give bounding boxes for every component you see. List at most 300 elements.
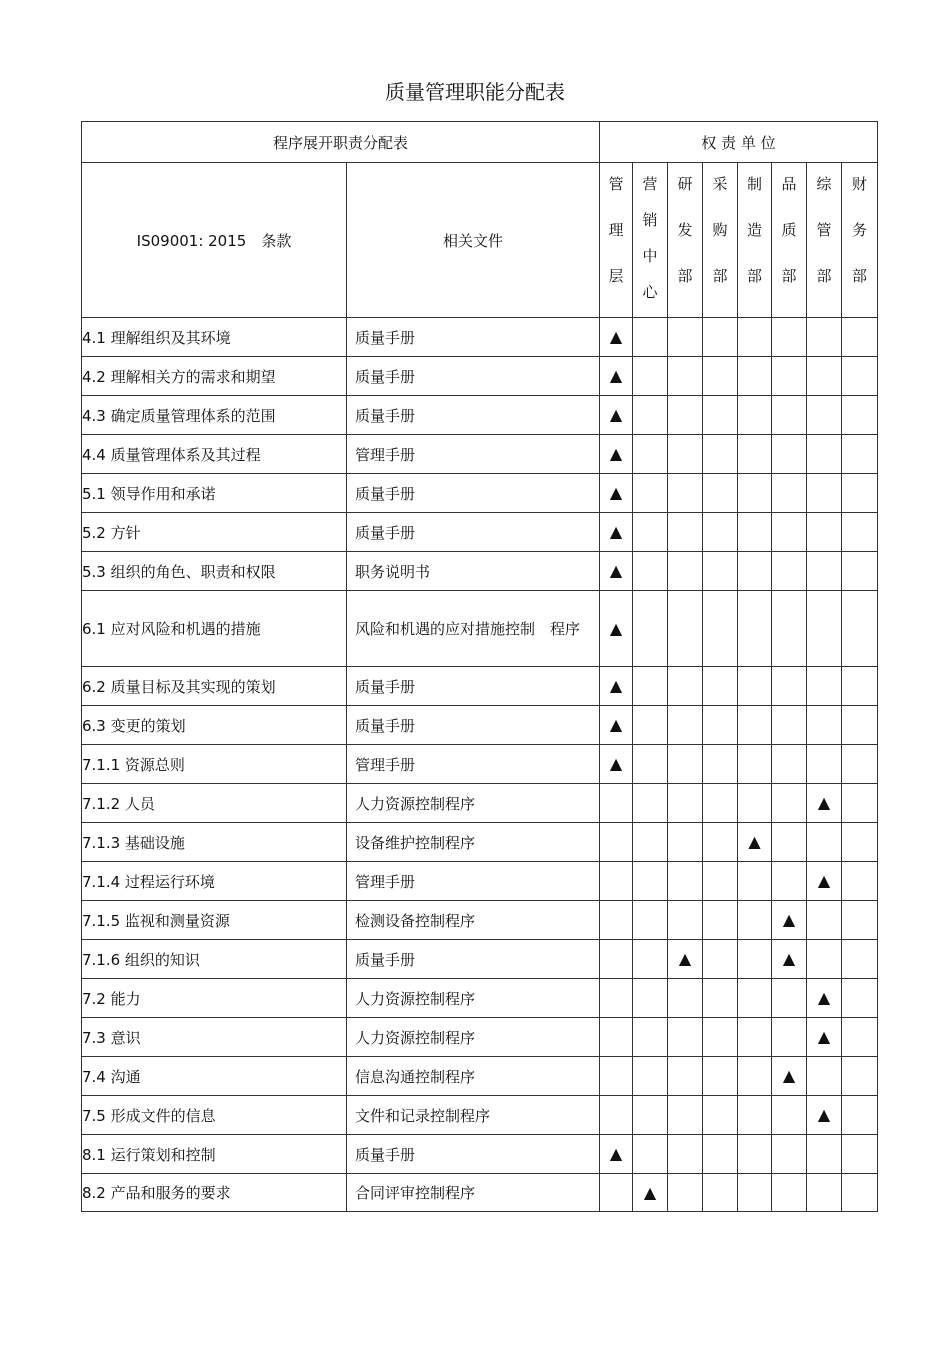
clause-cell: 4.2 理解相关方的需求和期望	[82, 357, 347, 396]
mark-cell	[772, 745, 807, 784]
mark-cell	[842, 435, 878, 474]
mark-cell	[842, 706, 878, 745]
mark-cell	[807, 1057, 842, 1096]
mark-cell	[600, 552, 633, 591]
mark-cell	[842, 1018, 878, 1057]
mark-cell	[703, 862, 738, 901]
mark-cell	[633, 1174, 668, 1212]
mark-cell	[703, 591, 738, 667]
mark-cell	[600, 474, 633, 513]
mark-cell	[772, 435, 807, 474]
mark-cell	[668, 745, 703, 784]
document-cell: 合同评审控制程序	[347, 1174, 600, 1212]
mark-cell	[703, 784, 738, 823]
mark-cell	[703, 745, 738, 784]
mark-cell	[703, 552, 738, 591]
triangle-mark-icon: ▲	[782, 1066, 796, 1085]
mark-cell	[633, 784, 668, 823]
document-cell: 管理手册	[347, 745, 600, 784]
mark-cell	[807, 862, 842, 901]
mark-cell	[738, 940, 772, 979]
department-char: 管	[608, 175, 624, 193]
table-row	[82, 1018, 878, 1057]
clause-cell: 4.4 质量管理体系及其过程	[82, 435, 347, 474]
mark-cell	[600, 513, 633, 552]
mark-cell	[842, 1057, 878, 1096]
mark-cell	[842, 513, 878, 552]
triangle-mark-icon: ▲	[748, 832, 761, 851]
mark-cell	[600, 1174, 633, 1212]
mark-cell	[738, 1096, 772, 1135]
document-cell: 检测设备控制程序	[347, 901, 600, 940]
document-cell: 质量手册	[347, 318, 600, 357]
mark-cell	[772, 474, 807, 513]
table-row	[82, 552, 878, 591]
clause-cell: 8.2 产品和服务的要求	[82, 1174, 347, 1212]
document-cell: 质量手册	[347, 667, 600, 706]
mark-cell	[600, 591, 633, 667]
mark-cell	[633, 357, 668, 396]
mark-cell	[772, 784, 807, 823]
mark-cell	[738, 901, 772, 940]
triangle-mark-icon: ▲	[678, 949, 692, 968]
document-cell: 质量手册	[347, 474, 600, 513]
table-row	[82, 318, 878, 357]
triangle-mark-icon: ▲	[609, 327, 623, 346]
mark-cell	[633, 667, 668, 706]
document-cell: 信息沟通控制程序	[347, 1057, 600, 1096]
table-row	[82, 396, 878, 435]
mark-cell	[633, 474, 668, 513]
mark-cell	[738, 474, 772, 513]
clause-cell: 6.3 变更的策划	[82, 706, 347, 745]
clause-cell: 5.2 方针	[82, 513, 347, 552]
triangle-mark-icon: ▲	[609, 405, 623, 424]
mark-cell	[842, 784, 878, 823]
mark-cell	[703, 667, 738, 706]
responsibility-table	[81, 121, 878, 1212]
table-row	[82, 901, 878, 940]
department-header	[842, 163, 878, 318]
mark-cell	[633, 1057, 668, 1096]
mark-cell	[633, 513, 668, 552]
clause-cell: 7.4 沟通	[82, 1057, 347, 1096]
triangle-mark-icon: ▲	[609, 561, 623, 580]
mark-cell	[600, 745, 633, 784]
triangle-mark-icon: ▲	[643, 1182, 657, 1202]
mark-cell	[738, 513, 772, 552]
table-row	[82, 784, 878, 823]
department-header	[738, 163, 772, 318]
mark-cell	[600, 706, 633, 745]
mark-cell	[807, 513, 842, 552]
triangle-mark-icon: ▲	[609, 366, 623, 385]
mark-cell	[703, 1096, 738, 1135]
mark-cell	[633, 552, 668, 591]
mark-cell	[633, 979, 668, 1018]
mark-cell	[807, 667, 842, 706]
document-cell: 质量手册	[347, 357, 600, 396]
department-header	[703, 163, 738, 318]
department-char: 部	[781, 267, 797, 285]
mark-cell	[807, 591, 842, 667]
mark-cell	[772, 591, 807, 667]
mark-cell	[703, 357, 738, 396]
mark-cell	[842, 745, 878, 784]
department-header	[807, 163, 842, 318]
table-row	[82, 591, 878, 667]
mark-cell	[738, 862, 772, 901]
mark-cell	[807, 318, 842, 357]
table-row	[82, 1057, 878, 1096]
mark-cell	[703, 1174, 738, 1212]
clause-cell: 6.2 质量目标及其实现的策划	[82, 667, 347, 706]
mark-cell	[842, 474, 878, 513]
triangle-mark-icon: ▲	[817, 793, 831, 812]
mark-cell	[842, 901, 878, 940]
table-row	[82, 1096, 878, 1135]
mark-cell	[600, 1135, 633, 1174]
mark-cell	[668, 396, 703, 435]
table-row	[82, 823, 878, 862]
mark-cell	[807, 435, 842, 474]
document-cell: 人力资源控制程序	[347, 784, 600, 823]
mark-cell	[668, 667, 703, 706]
mark-cell	[633, 862, 668, 901]
mark-cell	[668, 823, 703, 862]
triangle-mark-icon: ▲	[609, 676, 623, 695]
mark-cell	[668, 1174, 703, 1212]
mark-cell	[668, 940, 703, 979]
mark-cell	[807, 823, 842, 862]
mark-cell	[772, 357, 807, 396]
mark-cell	[738, 552, 772, 591]
triangle-mark-icon: ▲	[817, 871, 831, 890]
table-row	[82, 1174, 878, 1212]
mark-cell	[772, 901, 807, 940]
department-header	[668, 163, 703, 318]
mark-cell	[807, 901, 842, 940]
mark-cell	[668, 435, 703, 474]
mark-cell	[633, 591, 668, 667]
mark-cell	[668, 1135, 703, 1174]
mark-cell	[738, 357, 772, 396]
mark-cell	[772, 979, 807, 1018]
department-header	[600, 163, 633, 318]
clause-cell: 4.1 理解组织及其环境	[82, 318, 347, 357]
mark-cell	[807, 1018, 842, 1057]
mark-cell	[668, 1096, 703, 1135]
mark-cell	[842, 357, 878, 396]
department-char: 采	[712, 175, 728, 193]
triangle-mark-icon: ▲	[609, 618, 623, 638]
mark-cell	[842, 1174, 878, 1212]
mark-cell	[842, 862, 878, 901]
department-char: 购	[712, 221, 728, 239]
mark-cell	[772, 552, 807, 591]
mark-cell	[600, 901, 633, 940]
table-row	[82, 667, 878, 706]
triangle-mark-icon: ▲	[609, 1144, 623, 1163]
mark-cell	[600, 1096, 633, 1135]
document-cell: 设备维护控制程序	[347, 823, 600, 862]
triangle-mark-icon: ▲	[609, 444, 623, 463]
mark-cell	[703, 706, 738, 745]
mark-cell	[668, 706, 703, 745]
header-left: 程序展开职责分配表	[82, 122, 600, 163]
mark-cell	[633, 1096, 668, 1135]
triangle-mark-icon: ▲	[609, 483, 623, 502]
clause-cell: 6.1 应对风险和机遇的措施	[82, 591, 347, 667]
mark-cell	[668, 979, 703, 1018]
mark-cell	[668, 474, 703, 513]
table-row	[82, 979, 878, 1018]
mark-cell	[703, 901, 738, 940]
mark-cell	[772, 940, 807, 979]
mark-cell	[668, 1057, 703, 1096]
mark-cell	[703, 1135, 738, 1174]
mark-cell	[807, 396, 842, 435]
mark-cell	[772, 1174, 807, 1212]
mark-cell	[807, 940, 842, 979]
department-char: 质	[781, 221, 797, 239]
mark-cell	[738, 396, 772, 435]
document-cell: 文件和记录控制程序	[347, 1096, 600, 1135]
mark-cell	[668, 862, 703, 901]
table-row	[82, 940, 878, 979]
mark-cell	[600, 435, 633, 474]
mark-cell	[600, 1018, 633, 1057]
clause-cell: 7.5 形成文件的信息	[82, 1096, 347, 1135]
mark-cell	[842, 1135, 878, 1174]
department-char: 综	[816, 175, 832, 193]
mark-cell	[842, 667, 878, 706]
mark-cell	[772, 396, 807, 435]
clause-cell: 7.1.3 基础设施	[82, 823, 347, 862]
triangle-mark-icon: ▲	[782, 910, 796, 929]
document-cell: 质量手册	[347, 706, 600, 745]
department-header	[772, 163, 807, 318]
mark-cell	[807, 1096, 842, 1135]
document-cell: 质量手册	[347, 396, 600, 435]
mark-cell	[772, 1018, 807, 1057]
department-char: 中	[642, 247, 658, 265]
table-row	[82, 1135, 878, 1174]
mark-cell	[703, 396, 738, 435]
mark-cell	[633, 435, 668, 474]
mark-cell	[703, 474, 738, 513]
mark-cell	[807, 1174, 842, 1212]
mark-cell	[772, 513, 807, 552]
mark-cell	[703, 1057, 738, 1096]
mark-cell	[842, 396, 878, 435]
mark-cell	[842, 940, 878, 979]
department-char: 务	[851, 221, 867, 239]
clause-cell: 5.1 领导作用和承诺	[82, 474, 347, 513]
mark-cell	[600, 979, 633, 1018]
mark-cell	[703, 318, 738, 357]
mark-cell	[807, 357, 842, 396]
department-char: 研	[677, 175, 693, 193]
department-char: 部	[712, 267, 728, 285]
mark-cell	[633, 706, 668, 745]
clause-cell: 4.3 确定质量管理体系的范围	[82, 396, 347, 435]
mark-cell	[668, 784, 703, 823]
clause-cell: 8.1 运行策划和控制	[82, 1135, 347, 1174]
department-char: 营	[642, 175, 658, 193]
mark-cell	[668, 1018, 703, 1057]
department-char: 层	[608, 267, 624, 285]
mark-cell	[738, 667, 772, 706]
mark-cell	[772, 862, 807, 901]
mark-cell	[772, 667, 807, 706]
mark-cell	[600, 823, 633, 862]
mark-cell	[842, 591, 878, 667]
clause-cell: 5.3 组织的角色、职责和权限	[82, 552, 347, 591]
mark-cell	[807, 552, 842, 591]
triangle-mark-icon: ▲	[817, 1027, 831, 1046]
document-cell: 管理手册	[347, 862, 600, 901]
document-cell: 职务说明书	[347, 552, 600, 591]
mark-cell	[668, 552, 703, 591]
mark-cell	[633, 940, 668, 979]
mark-cell	[772, 823, 807, 862]
department-char: 销	[642, 211, 658, 229]
mark-cell	[738, 318, 772, 357]
mark-cell	[703, 435, 738, 474]
mark-cell	[807, 979, 842, 1018]
mark-cell	[738, 1174, 772, 1212]
mark-cell	[738, 1018, 772, 1057]
mark-cell	[600, 667, 633, 706]
department-char: 制	[746, 175, 762, 193]
document-cell: 质量手册	[347, 513, 600, 552]
mark-cell	[842, 318, 878, 357]
mark-cell	[668, 591, 703, 667]
mark-cell	[633, 1135, 668, 1174]
mark-cell	[772, 318, 807, 357]
table-row	[82, 435, 878, 474]
mark-cell	[738, 823, 772, 862]
mark-cell	[842, 552, 878, 591]
triangle-mark-icon: ▲	[609, 522, 623, 541]
mark-cell	[633, 396, 668, 435]
table-row	[82, 745, 878, 784]
triangle-mark-icon: ▲	[609, 754, 623, 773]
department-char: 造	[746, 221, 762, 239]
table-row	[82, 513, 878, 552]
clause-cell: 7.1.4 过程运行环境	[82, 862, 347, 901]
department-char: 品	[781, 175, 797, 193]
mark-cell	[703, 979, 738, 1018]
mark-cell	[738, 706, 772, 745]
mark-cell	[703, 513, 738, 552]
mark-cell	[738, 1135, 772, 1174]
clause-column-header: IS09001: 2015 条款	[82, 163, 347, 318]
clause-cell: 7.1.5 监视和测量资源	[82, 901, 347, 940]
document-cell: 人力资源控制程序	[347, 1018, 600, 1057]
department-char: 部	[746, 267, 762, 285]
triangle-mark-icon: ▲	[817, 988, 831, 1007]
mark-cell	[738, 1057, 772, 1096]
mark-cell	[633, 901, 668, 940]
department-header	[633, 163, 668, 318]
mark-cell	[772, 1096, 807, 1135]
mark-cell	[668, 901, 703, 940]
mark-cell	[842, 979, 878, 1018]
mark-cell	[807, 745, 842, 784]
mark-cell	[807, 784, 842, 823]
mark-cell	[633, 745, 668, 784]
mark-cell	[600, 357, 633, 396]
department-char: 理	[608, 221, 624, 239]
triangle-mark-icon: ▲	[817, 1105, 831, 1124]
mark-cell	[633, 318, 668, 357]
department-char: 部	[851, 267, 867, 285]
mark-cell	[668, 513, 703, 552]
mark-cell	[807, 474, 842, 513]
mark-cell	[807, 706, 842, 745]
triangle-mark-icon: ▲	[782, 949, 796, 968]
mark-cell	[772, 706, 807, 745]
mark-cell	[738, 745, 772, 784]
mark-cell	[703, 940, 738, 979]
mark-cell	[703, 823, 738, 862]
mark-cell	[772, 1057, 807, 1096]
clause-cell: 7.1.2 人员	[82, 784, 347, 823]
mark-cell	[633, 823, 668, 862]
department-char: 心	[642, 283, 658, 301]
clause-cell: 7.2 能力	[82, 979, 347, 1018]
document-cell: 风险和机遇的应对措施控制 程序	[347, 591, 600, 667]
table-row	[82, 706, 878, 745]
document-cell: 管理手册	[347, 435, 600, 474]
mark-cell	[807, 1135, 842, 1174]
mark-cell	[600, 784, 633, 823]
mark-cell	[668, 318, 703, 357]
table-row	[82, 862, 878, 901]
mark-cell	[738, 435, 772, 474]
department-char: 部	[677, 267, 693, 285]
mark-cell	[738, 591, 772, 667]
department-char: 部	[816, 267, 832, 285]
mark-cell	[842, 1096, 878, 1135]
mark-cell	[703, 1018, 738, 1057]
page-title: 质量管理职能分配表	[385, 80, 565, 104]
mark-cell	[842, 823, 878, 862]
mark-cell	[600, 318, 633, 357]
mark-cell	[772, 1135, 807, 1174]
document-cell: 人力资源控制程序	[347, 979, 600, 1018]
mark-cell	[668, 357, 703, 396]
mark-cell	[600, 1057, 633, 1096]
document-cell: 质量手册	[347, 1135, 600, 1174]
department-char: 发	[677, 221, 693, 239]
triangle-mark-icon: ▲	[609, 715, 623, 734]
table-row	[82, 357, 878, 396]
department-char: 管	[816, 221, 832, 239]
department-char: 财	[851, 175, 867, 193]
clause-cell: 7.1.1 资源总则	[82, 745, 347, 784]
mark-cell	[600, 862, 633, 901]
mark-cell	[633, 1018, 668, 1057]
table-row	[82, 474, 878, 513]
clause-cell: 7.3 意识	[82, 1018, 347, 1057]
document-column-header: 相关文件	[347, 163, 600, 318]
mark-cell	[600, 396, 633, 435]
header-right: 权 责 单 位	[600, 122, 878, 163]
clause-cell: 7.1.6 组织的知识	[82, 940, 347, 979]
